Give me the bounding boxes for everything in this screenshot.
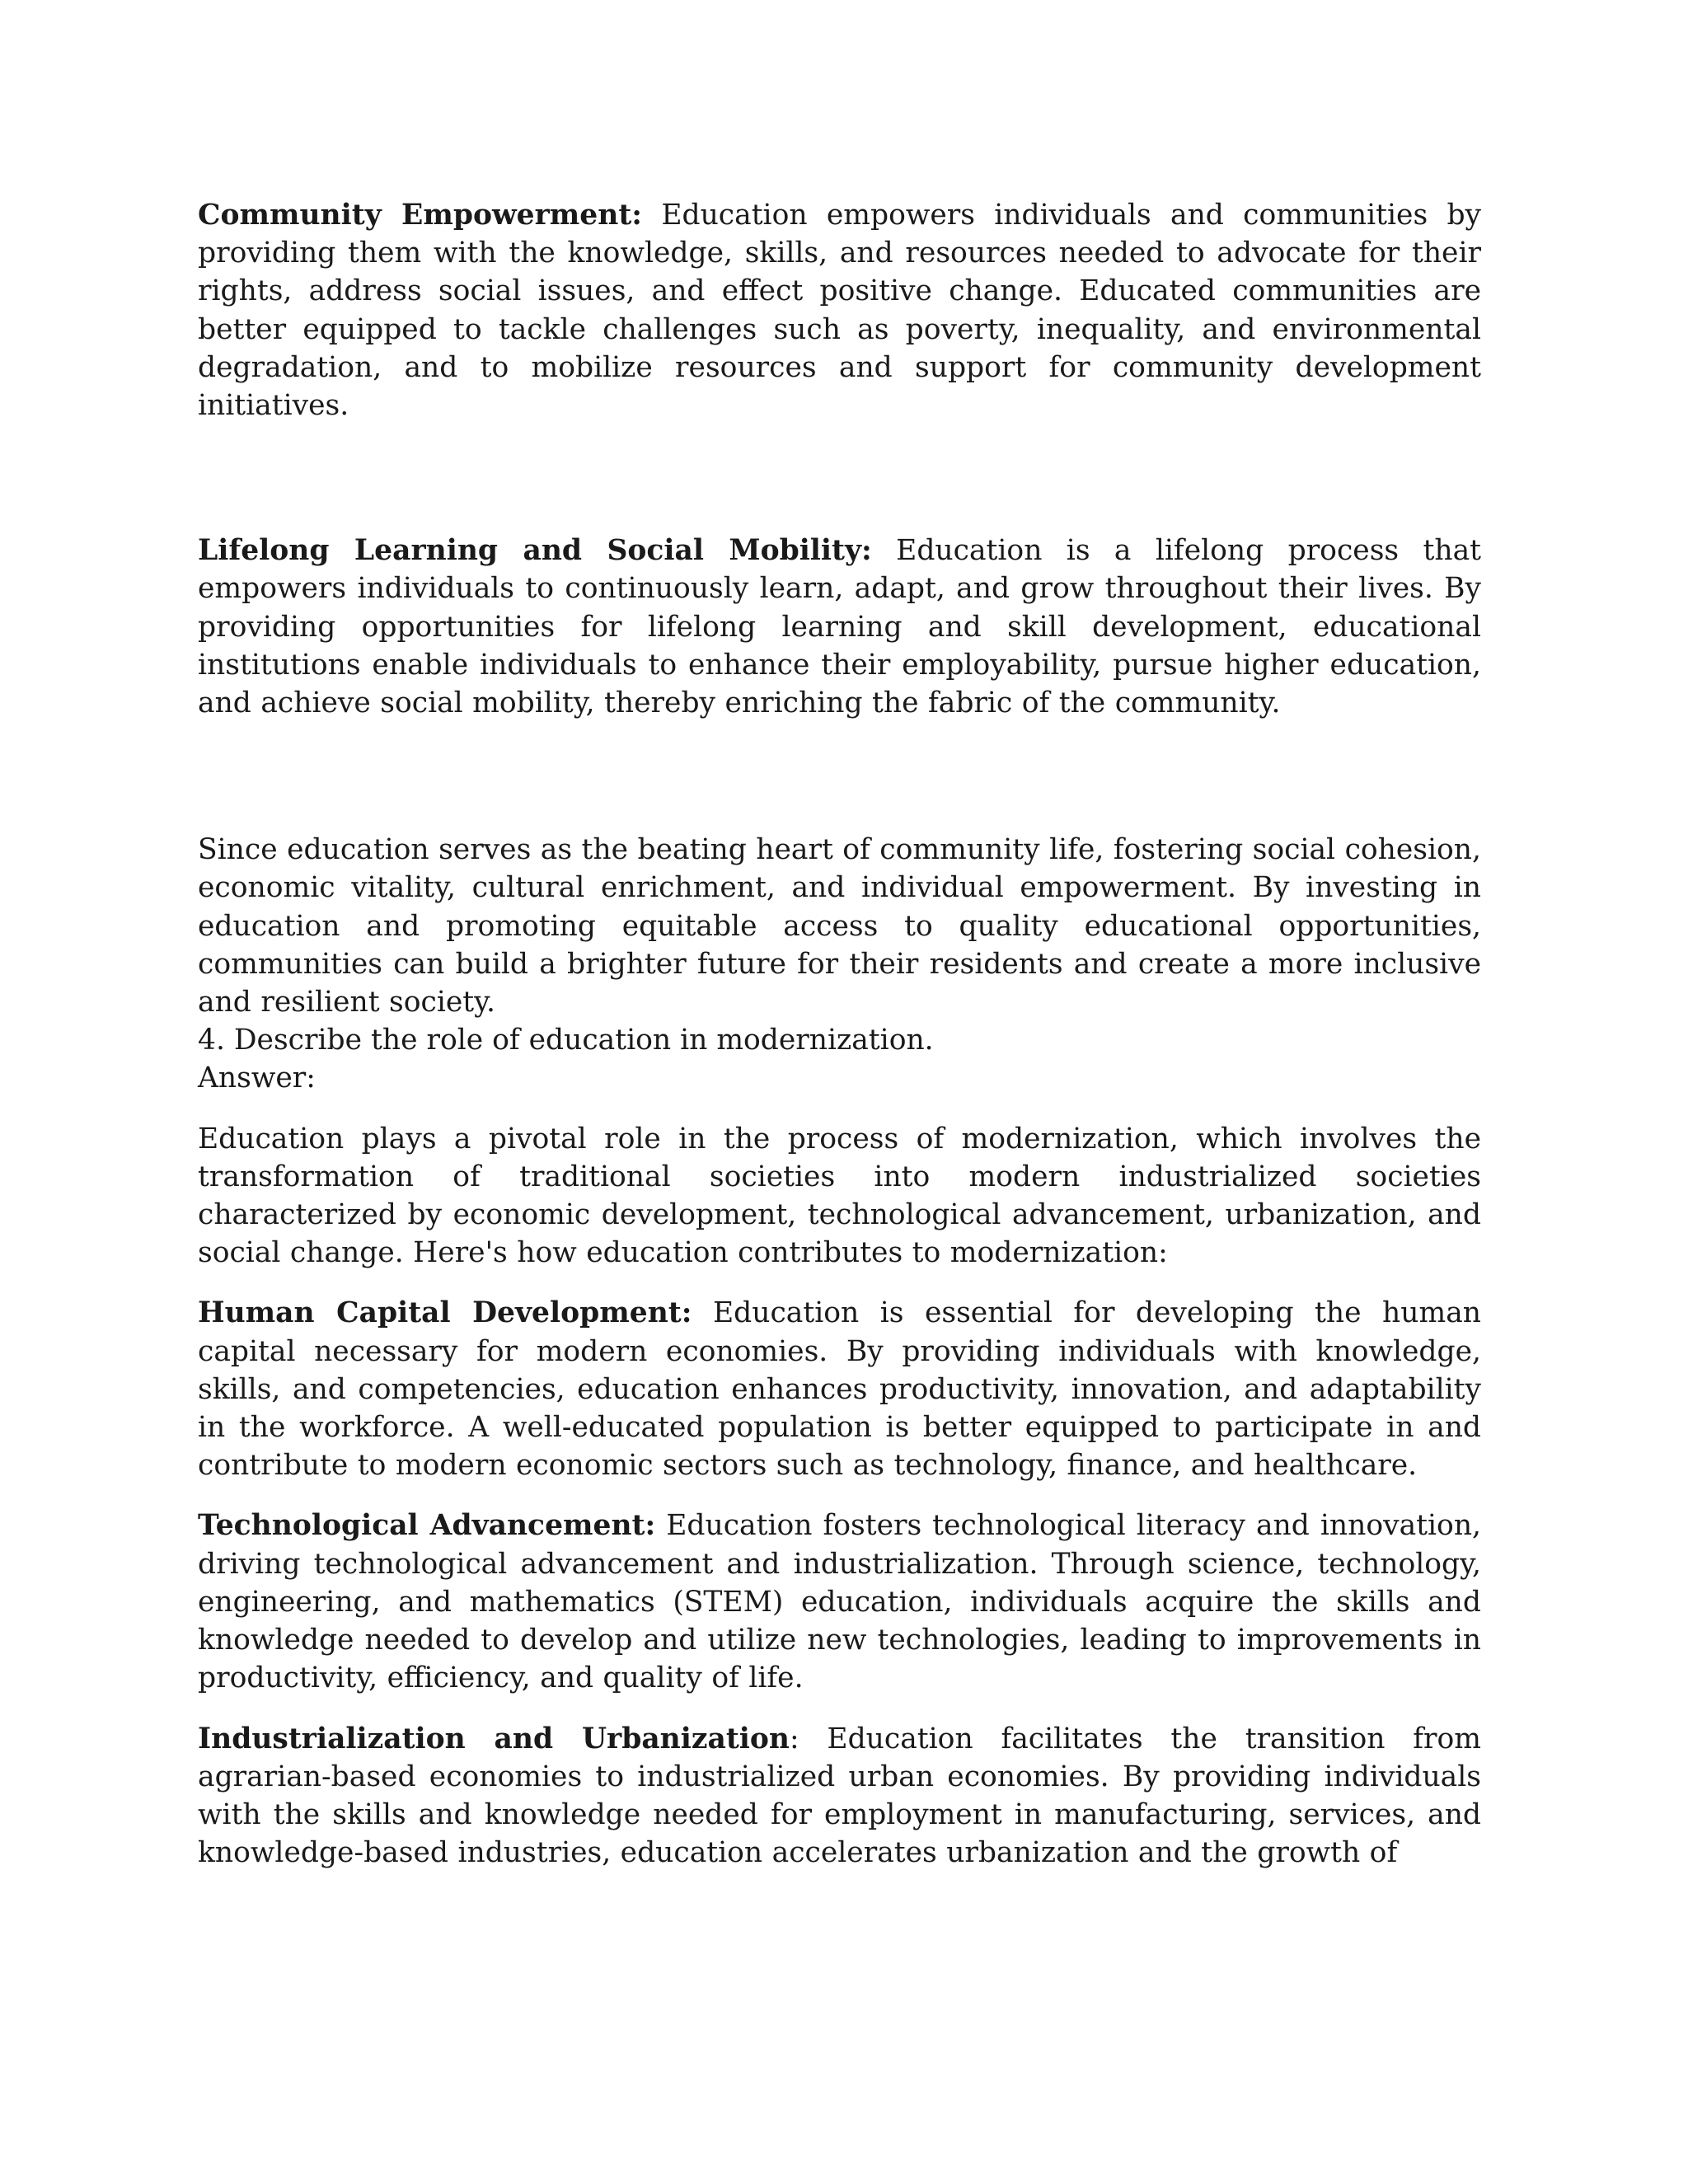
answer-label: Answer: [198,1062,316,1095]
question-heading: 4. Describe the role of education in modernization. [198,1024,934,1057]
paragraph-technological [198,1507,1481,1697]
paragraph-body: Education facilitates the transition from agrarian-based economies to industrialized urban economies. By providing individuals with the skills and knowledge needed for employment in manufacturing, services, and knowledge-based industries, education accelerates urbanization and the growth of [198,1722,1482,1870]
paragraph-body: Education is a lifelong process that empowers individuals to continuously learn, adapt, and grow throughout their lives. By providing opportunities for lifelong learning and skill development, educational institutions enable individuals to enhance their employability, pursue higher education, and achieve social mobility, thereby enriching the fabric of the community. [198,534,1482,720]
paragraph-lead: Human Capital Development: [198,1296,692,1330]
paragraph-body: Education empowers individuals and communities by providing them with the knowledge, skills, and resources needed to advocate for their rights, address social issues, and effect positive change. Educated communities are better equipped to tackle challenges such as poverty, inequality, and environmental degradation, and to mobilize resources and support for community development initiatives. [198,199,1482,423]
paragraph-body: Since education serves as the beating heart of community life, fostering social cohesion, economic vitality, cultural enrichment, and individual empowerment. By investing in education and promoting equitable access to quality educational opportunities, communities can build a brighter future for their residents and create a more inclusive and resilient society. [198,833,1481,1019]
paragraph-conclusion [198,831,1481,1021]
paragraph-lead: Industrialization and Urbanization [198,1722,790,1755]
document-page [198,196,1481,1872]
paragraph-lifelong-learning [198,532,1481,722]
paragraph-industrialization [198,1720,1481,1872]
paragraph-intro [198,1120,1481,1272]
paragraph-body: Education fosters technological literacy and innovation, driving technological advancement and industrialization. Through science, technology, engineering, and mathematics (STEM) education, individuals acquire the skills and knowledge needed to develop and utilize new technologies, leading to improvements in productivity, efficiency, and quality of life. [198,1509,1481,1695]
paragraph-separator: : [789,1722,799,1755]
paragraph-lead: Technological Advancement: [198,1509,656,1543]
paragraph-lead: Lifelong Learning and Social Mobility: [198,534,872,568]
paragraph-human-capital [198,1294,1481,1484]
paragraph-body: Education is essential for developing the human capital necessary for modern economies. By providing individuals with knowledge, skills, and competencies, education enhances productivity, innovation, and adaptability in the workforce. A well-educated population is better equipped to participate in and contribute to modern economic sectors such as technology, finance, and healthcare. [198,1296,1481,1483]
paragraph-lead: Community Empowerment: [198,199,643,232]
paragraph-community-empowerment [198,196,1481,424]
paragraph-body: Education plays a pivotal role in the process of modernization, which involves the transformation of traditional societies into modern industrialized societies characterized by economic development, technological advancement, urbanization, and social change. Here's how education contributes to modernization: [198,1122,1481,1270]
